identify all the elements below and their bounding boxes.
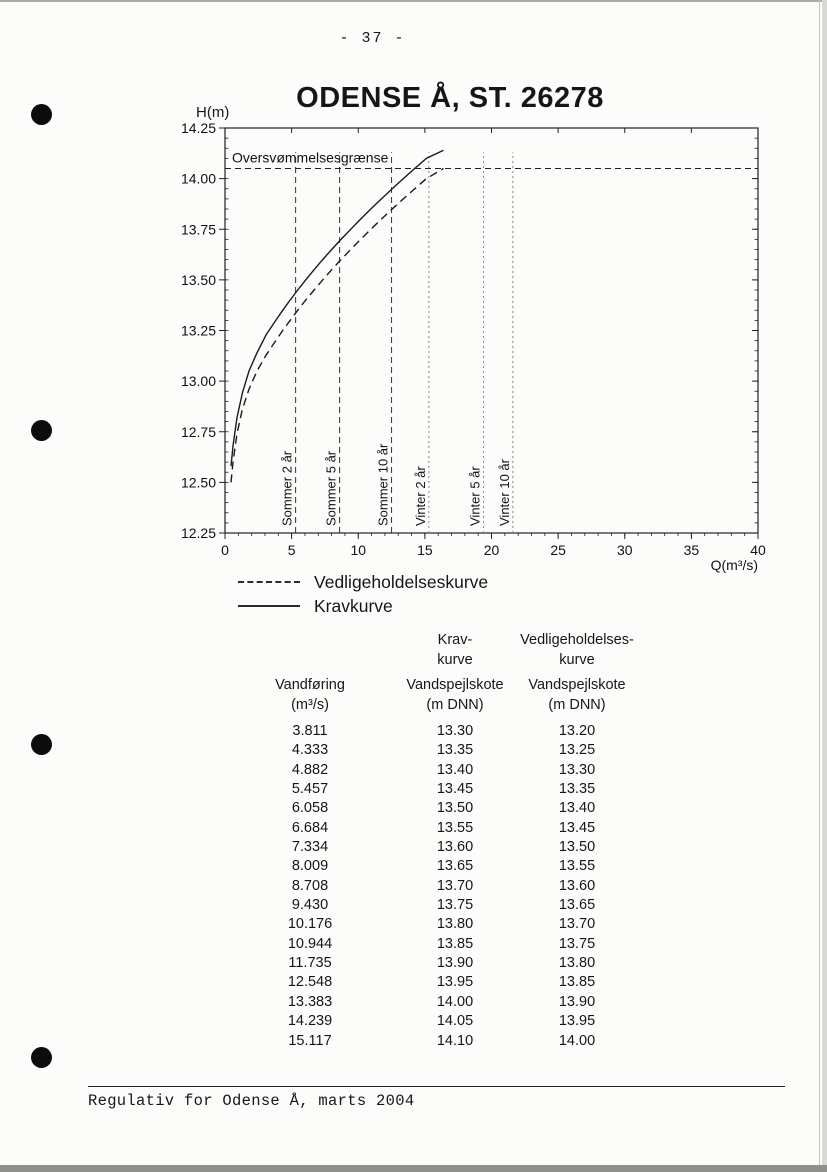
table-cell: 13.70 <box>558 916 596 933</box>
table-row <box>250 675 637 695</box>
table-cell: 6.684 <box>291 819 329 836</box>
table-cell: 13.55 <box>558 858 596 875</box>
table-header-cell: Vandspejlskote <box>528 677 626 693</box>
axis-tick-label: 13.75 <box>180 221 216 238</box>
axis-tick-label: 13.25 <box>180 322 216 339</box>
table-row <box>250 650 637 670</box>
flood-limit-label: Oversvømmelsesgrænse <box>232 149 389 166</box>
table-cell: 13.60 <box>558 877 596 894</box>
scan-edge-bottom <box>0 1165 827 1172</box>
table-cell: 13.85 <box>558 974 596 991</box>
axis-tick-label: 14.25 <box>180 120 216 136</box>
table-cell: 7.334 <box>291 839 329 856</box>
table-cell: 14.05 <box>436 1013 474 1030</box>
legend-item-vedligeholdelseskurve <box>238 570 488 594</box>
table-cell: 15.117 <box>288 1032 332 1049</box>
reference-line-label: Vinter 10 år <box>496 459 512 526</box>
table-row <box>250 838 637 857</box>
binder-hole <box>31 104 52 125</box>
axis-tick-label: 12.25 <box>180 525 216 541</box>
table-cell: 14.00 <box>436 993 474 1010</box>
legend-item-kravkurve <box>238 594 488 618</box>
table-cell: 13.45 <box>436 781 474 798</box>
axis-tick-label: 10 <box>350 542 367 558</box>
axis-tick-label: 12.75 <box>180 423 216 440</box>
table-row <box>250 915 637 934</box>
table-cell: 8.009 <box>291 858 329 875</box>
rating-curve-chart <box>180 118 790 578</box>
legend-label: Vedligeholdelseskurve <box>314 571 489 592</box>
table-cell: 13.75 <box>436 897 474 914</box>
table-cell: 13.90 <box>558 993 596 1010</box>
table-cell: 13.20 <box>558 723 596 739</box>
table-cell: 13.45 <box>558 819 596 836</box>
table-header-cell: kurve <box>559 652 595 668</box>
curve-kravkurve <box>231 150 444 466</box>
table-cell: 13.40 <box>558 800 596 817</box>
table-header-cell: Vandspejlskote <box>406 677 504 693</box>
table-cell: 13.95 <box>436 974 474 991</box>
table-row <box>250 935 637 954</box>
table-cell: 13.50 <box>558 839 596 856</box>
table-row <box>250 761 637 780</box>
table-row <box>250 954 637 973</box>
table-row <box>250 630 637 650</box>
table-row <box>250 799 637 818</box>
x-axis-label: Q(m³/s) <box>710 557 758 573</box>
water-level-table <box>250 722 637 1051</box>
y-axis-label: H(m) <box>196 104 230 121</box>
table-cell: 13.60 <box>436 839 474 856</box>
table-cell: 13.55 <box>436 819 474 836</box>
table-cell: 13.50 <box>436 800 474 817</box>
table-row <box>250 780 637 799</box>
table-cell: 13.35 <box>558 781 596 798</box>
table-cell: 11.735 <box>288 955 332 972</box>
table-cell: 13.40 <box>436 761 474 778</box>
table-cell: 13.70 <box>436 877 474 894</box>
axis-tick-label: 25 <box>550 542 566 558</box>
table-row <box>250 877 637 896</box>
axis-tick-label: 13.50 <box>180 271 216 288</box>
reference-line-label: Sommer 10 år <box>375 443 391 526</box>
chart-legend <box>238 570 488 618</box>
table-row <box>250 993 637 1012</box>
page-number: - 37 - <box>339 30 406 47</box>
table-cell: 6.058 <box>291 800 329 817</box>
axis-tick-label: 20 <box>483 542 500 558</box>
table-row <box>250 741 637 760</box>
table-header-cell: (m DNN) <box>426 697 484 713</box>
table-cell: 13.30 <box>558 761 596 778</box>
table-row <box>250 1012 637 1031</box>
table-cell: 10.176 <box>287 916 333 933</box>
table-cell: 13.95 <box>558 1013 596 1030</box>
table-cell: 4.882 <box>291 761 329 778</box>
table-row <box>250 722 637 741</box>
table-header-cell <box>250 650 370 670</box>
reference-line-label: Sommer 2 år <box>279 450 295 526</box>
table-header-cell: Vandføring <box>275 677 345 693</box>
table-row <box>250 819 637 838</box>
table-header-cell: (m³/s) <box>291 697 329 713</box>
table-cell: 13.90 <box>436 955 474 972</box>
scan-edge-top <box>0 0 827 2</box>
curve-vedligeholdelseskurve <box>231 169 444 483</box>
binder-hole <box>31 734 52 755</box>
table-cell: 13.383 <box>287 993 333 1010</box>
table-header <box>250 630 637 715</box>
table-row <box>250 1032 637 1051</box>
table-cell: 13.30 <box>436 723 474 739</box>
table-cell: 13.85 <box>436 935 474 952</box>
table-row <box>250 695 637 715</box>
axis-tick-label: 35 <box>683 542 700 558</box>
scan-edge-right <box>822 0 827 1172</box>
axis-tick-label: 40 <box>750 542 766 558</box>
footer-text: Regulativ for Odense Å, marts 2004 <box>88 1092 415 1110</box>
table-cell: 13.75 <box>558 935 596 952</box>
table-row <box>250 857 637 876</box>
table-header-cell <box>250 630 370 650</box>
table-cell: 13.80 <box>558 955 596 972</box>
table-cell: 14.00 <box>558 1032 596 1049</box>
table-cell: 4.333 <box>291 742 329 759</box>
table-header-cell: (m DNN) <box>548 697 606 713</box>
table-cell: 14.239 <box>287 1013 333 1030</box>
table-header-cell: Krav- <box>437 632 473 648</box>
axis-tick-label: 14.00 <box>180 170 216 187</box>
legend-dashed-line-sample <box>238 581 300 583</box>
table-cell: 13.65 <box>436 858 474 875</box>
binder-hole <box>31 420 52 441</box>
reference-line-label: Vinter 2 år <box>412 466 428 526</box>
table-header-cell: kurve <box>437 652 473 668</box>
axis-tick-label: 13.00 <box>180 373 216 390</box>
table-cell: 8.708 <box>291 877 329 894</box>
table-row <box>250 973 637 992</box>
table-cell: 13.25 <box>558 742 596 759</box>
axis-tick-label: 5 <box>287 542 296 558</box>
table-header-cell: Vedligeholdelses- <box>520 632 634 648</box>
chart-title: ODENSE Å, ST. 26278 <box>296 82 604 114</box>
reference-line-label: Sommer 5 år <box>323 450 339 526</box>
legend-label: Kravkurve <box>314 595 393 616</box>
table-cell: 14.10 <box>436 1032 474 1049</box>
table-cell: 3.811 <box>292 723 328 739</box>
table-cell: 13.65 <box>558 897 596 914</box>
table-cell: 13.35 <box>436 742 474 759</box>
axis-tick-label: 15 <box>417 542 433 558</box>
table-cell: 13.80 <box>436 916 474 933</box>
table-cell: 12.548 <box>287 974 333 991</box>
reference-line-label: Vinter 5 år <box>467 466 483 526</box>
legend-solid-line-sample <box>238 605 300 607</box>
footer-rule <box>88 1086 785 1087</box>
axis-tick-label: 12.50 <box>180 474 216 491</box>
axis-tick-label: 0 <box>221 542 229 558</box>
plot-frame <box>225 128 758 533</box>
table-row <box>250 896 637 915</box>
scan-edge-right-line <box>819 0 820 1172</box>
axis-tick-label: 30 <box>616 542 633 558</box>
binder-hole <box>31 1047 52 1068</box>
table-cell: 10.944 <box>287 935 333 952</box>
table-cell: 5.457 <box>291 781 329 798</box>
table-cell: 9.430 <box>291 897 329 914</box>
